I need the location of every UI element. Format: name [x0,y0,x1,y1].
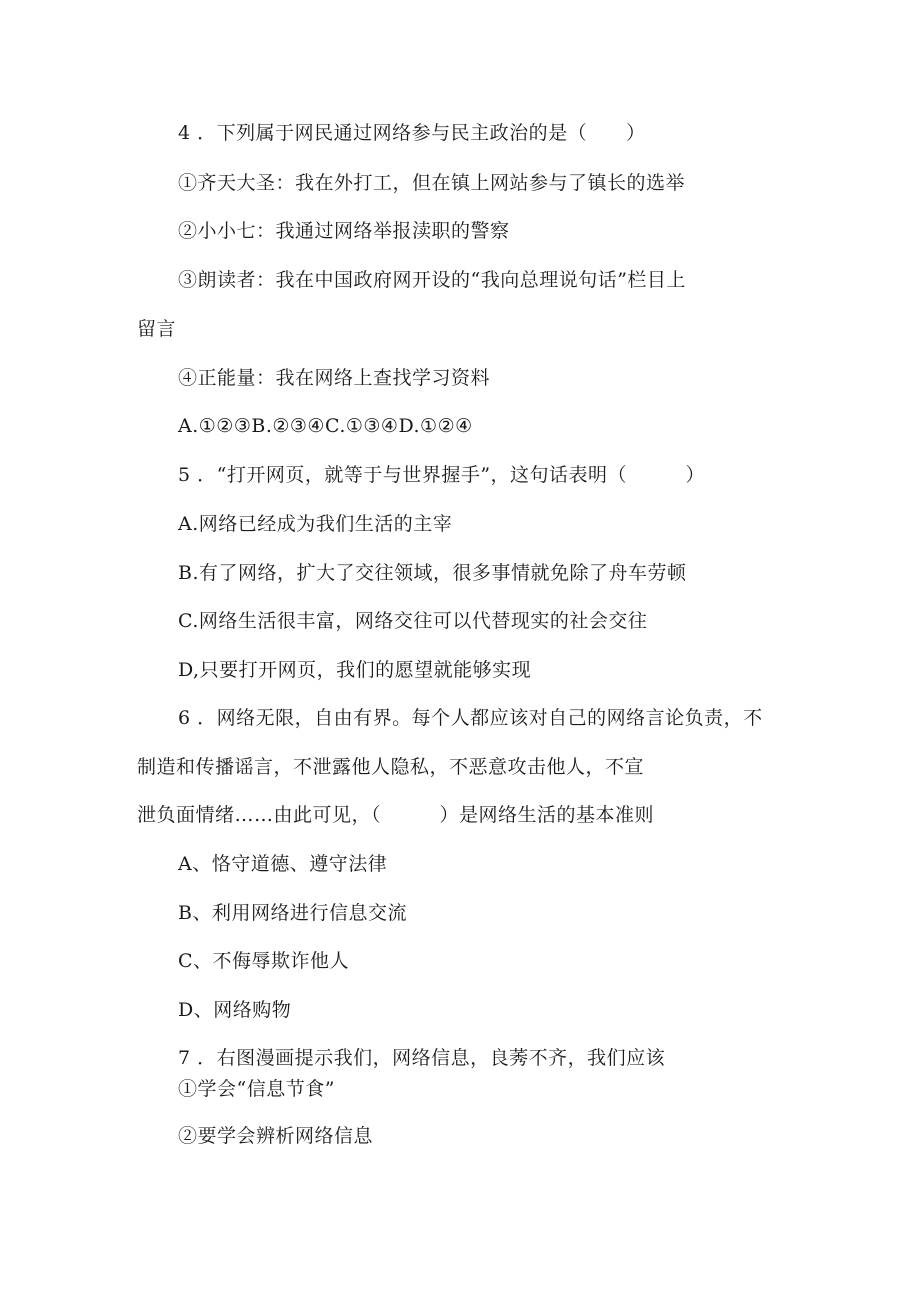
question-6-stem-line-3: 泄负面情绪……由此可见，（ ）是网络生活的基本准则 [137,804,655,826]
question-4-item-1: ①齐天大圣：我在外打工，但在镇上网站参与了镇长的选举 [178,172,686,194]
question-5-option-a: A.网络已经成为我们生活的主宰 [178,513,453,535]
question-5-option-d: D,只要打开网页，我们的愿望就能够实现 [178,659,532,681]
question-5-option-c: C.网络生活很丰富，网络交往可以代替现实的社会交往 [178,610,648,632]
question-6-option-d: D、网络购物 [178,999,292,1021]
question-6-option-a: A、恪守道德、遵守法律 [178,853,388,875]
question-4-item-4: ④正能量：我在网络上查找学习资料 [178,367,491,389]
question-6-option-c: C、不侮辱欺诈他人 [178,950,350,972]
question-6-option-b: B、利用网络进行信息交流 [178,902,407,924]
question-4-item-2: ②小小七：我通过网络举报渎职的警察 [178,220,510,242]
question-4-stem: 4 ．下列属于网民通过网络参与民主政治的是（ ） [178,122,646,144]
question-5-stem: 5 ．“打开网页，就等于与世界握手”，这句话表明（ ） [178,464,706,486]
question-4-item-3: ③朗读者：我在中国政府网开设的“我向总理说句话”栏目上 [178,269,686,291]
question-4-options: A.①②③B.②③④C.①③④D.①②④ [178,415,473,437]
question-4-item-3-continued: 留言 [137,318,177,340]
question-7-stem: 7 ．右图漫画提示我们，网络信息，良莠不齐，我们应该 [178,1047,666,1069]
question-5-option-b: B.有了网络，扩大了交往领域，很多事情就免除了舟车劳顿 [178,562,687,584]
question-6-stem-line-2: 制造和传播谣言，不泄露他人隐私，不恶意攻击他人，不宣 [137,756,645,778]
question-7-item-2: ②要学会辨析网络信息 [178,1125,374,1147]
question-6-stem-line-1: 6 ．网络无限，自由有界。每个人都应该对自己的网络言论负责，不 [178,707,763,729]
question-7-item-1: ①学会“信息节食” [178,1078,335,1100]
